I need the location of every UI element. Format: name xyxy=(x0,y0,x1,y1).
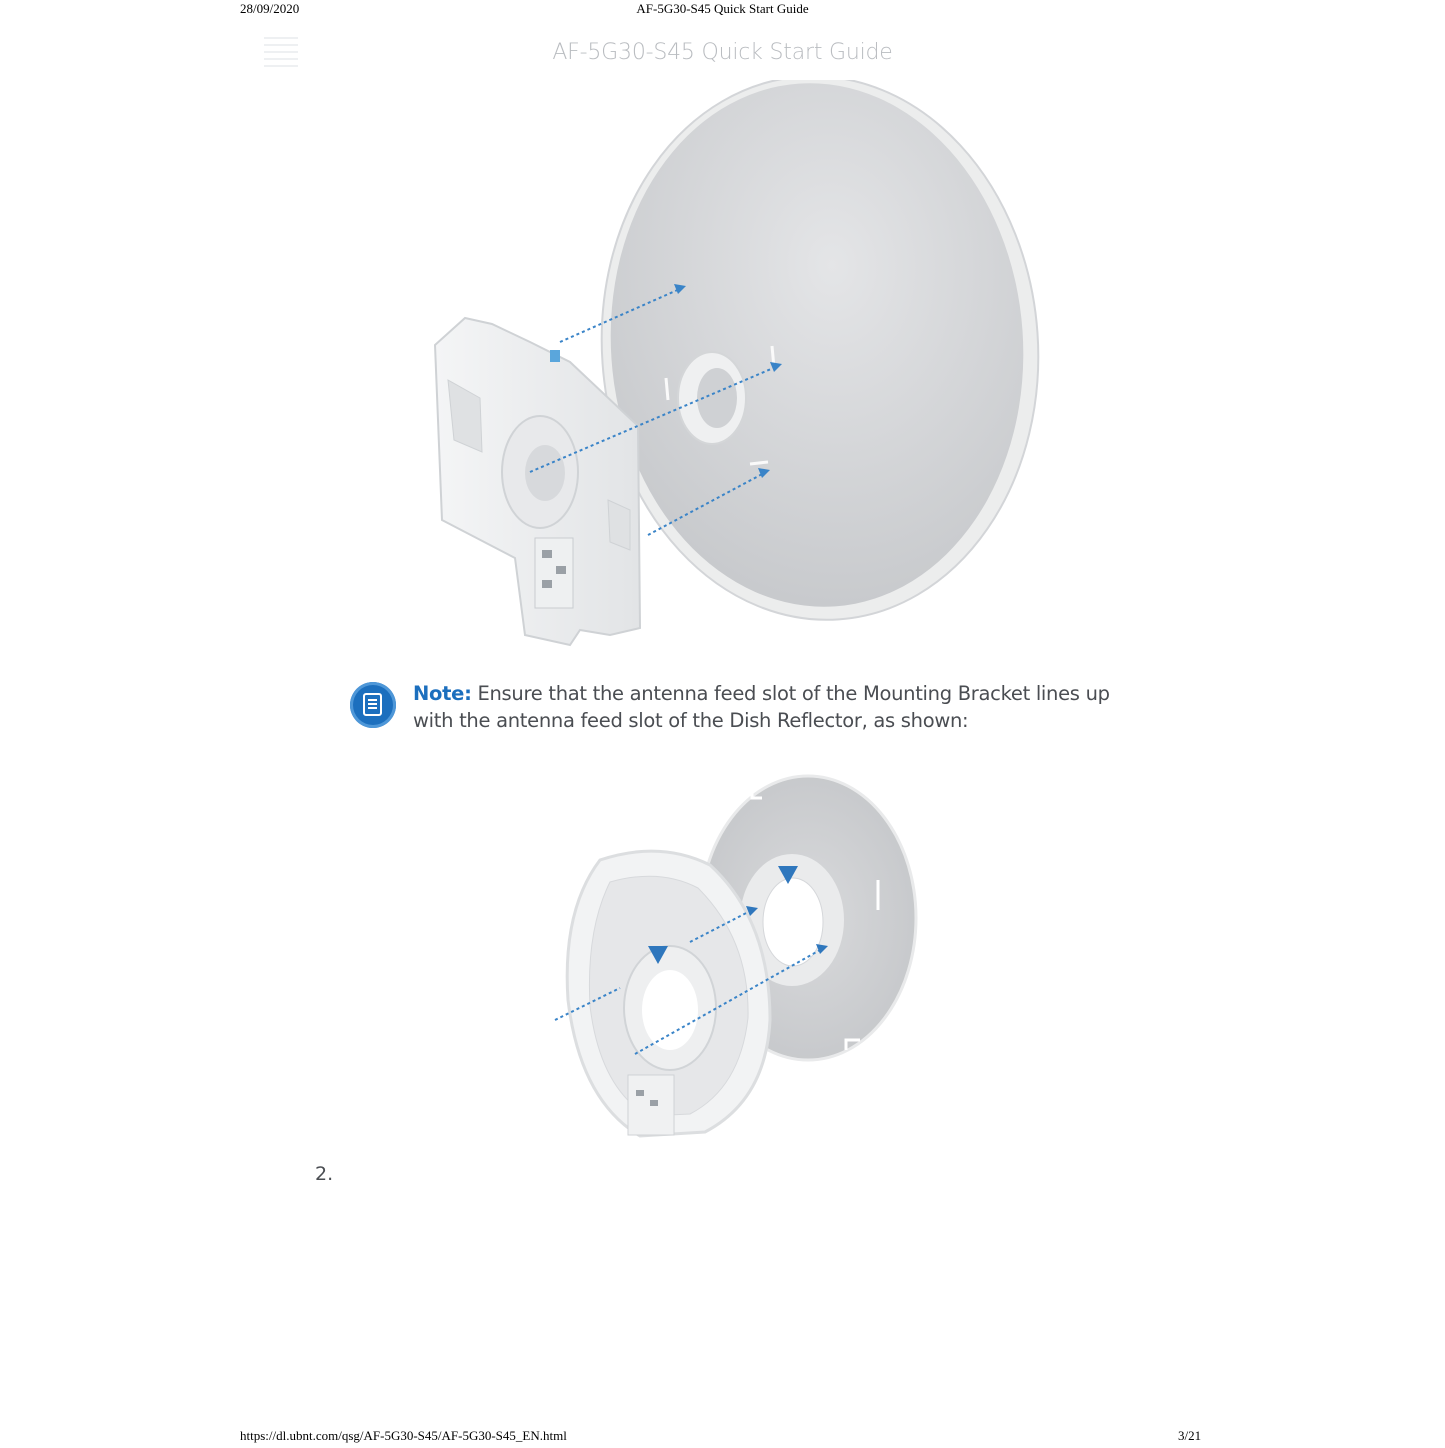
print-page-number: 3/21 xyxy=(1178,1428,1202,1443)
note-icon xyxy=(350,682,396,728)
print-url: https://dl.ubnt.com/qsg/AF-5G30-S45/AF-5G30-S45_EN.html xyxy=(240,1428,567,1443)
print-header xyxy=(0,0,1445,20)
list-number: 2. xyxy=(315,1163,334,1185)
note-label: Note: xyxy=(413,682,472,705)
print-date: 28/09/2020 xyxy=(240,1,300,16)
page-title: AF-5G30-S45 Quick Start Guide xyxy=(552,40,893,65)
print-title: AF-5G30-S45 Quick Start Guide xyxy=(636,1,809,16)
note-text xyxy=(413,680,1153,734)
mounting-bracket-dish-assembly-illustration xyxy=(420,80,1040,650)
feed-slot-alignment-illustration xyxy=(540,770,930,1150)
print-footer xyxy=(0,1428,1445,1448)
note-body: Ensure that the antenna feed slot of the Mounting Bracket lines up with the antenna feed slot of the Dish Reflector, as shown: xyxy=(413,682,1110,732)
